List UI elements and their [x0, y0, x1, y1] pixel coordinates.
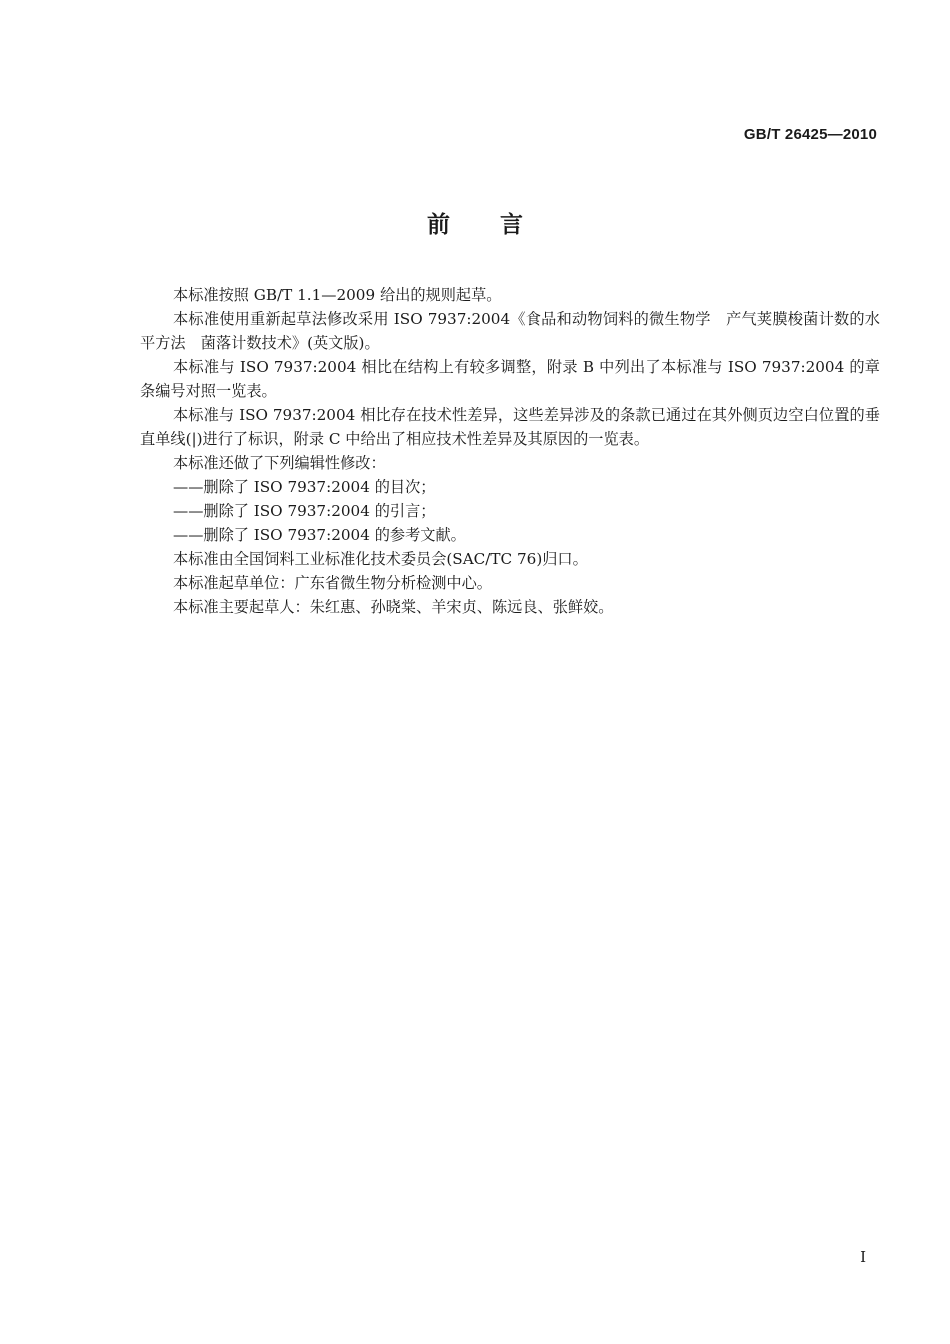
list-item: ——删除了 ISO 7937:2004 的参考文献。 [173, 526, 466, 544]
paragraph: 本标准主要起草人：朱红惠、孙晓棠、羊宋贞、陈远良、张鲜姣。 [173, 598, 614, 616]
paragraph: 本标准与 ISO 7937:2004 相比在结构上有较多调整，附录 B 中列出了本标准与 ISO 7937:2004 的章条编号对照一览表。 [140, 358, 880, 400]
paragraph: 本标准还做了下列编辑性修改： [173, 454, 386, 472]
paragraph: 本标准与 ISO 7937:2004 相比存在技术性差异，这些差异涉及的条款已通过在其外侧页边空白位置的垂直单线(|)进行了标识，附录 C 中给出了相应技术性差异及其原因的一览表。 [140, 406, 880, 448]
paragraph: 本标准使用重新起草法修改采用 ISO 7937:2004《食品和动物饲料的微生物学 产气荚膜梭菌计数的水平方法 菌落计数技术》(英文版)。 [140, 310, 880, 352]
standard-code: GB/T 26425—2010 [743, 126, 877, 143]
page-number: I [860, 1248, 866, 1266]
paragraph: 本标准起草单位：广东省微生物分析检测中心。 [173, 574, 492, 592]
list-item: ——删除了 ISO 7937:2004 的目次； [173, 478, 436, 496]
paragraph: 本标准由全国饲料工业标准化技术委员会(SAC/TC 76)归口。 [173, 550, 588, 568]
title-char-2: 言 [500, 212, 523, 238]
page-title [0, 206, 950, 239]
list-item: ——删除了 ISO 7937:2004 的引言； [173, 502, 436, 520]
paragraph: 本标准按照 GB/T 1.1—2009 给出的规则起草。 [173, 286, 502, 304]
foreword-body [140, 283, 880, 619]
title-char-1: 前 [427, 212, 450, 238]
